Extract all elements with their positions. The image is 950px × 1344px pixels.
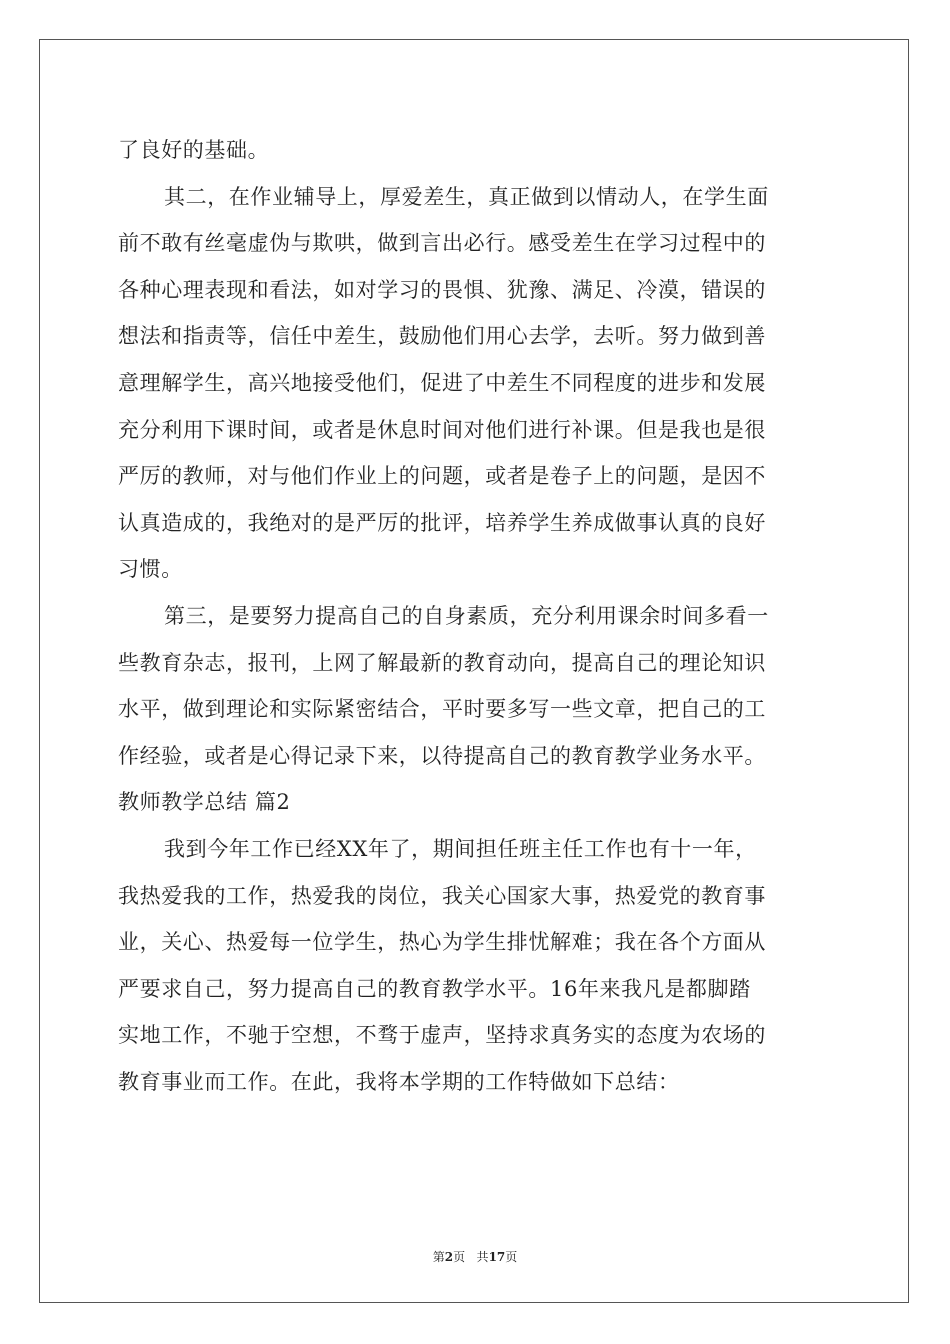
paragraph-start-line: 其二，在作业辅导上，厚爱差生，真正做到以情动人，在学生面 [164,184,769,209]
paragraph-start-line: 第三，是要努力提高自己的自身素质，充分利用课余时间多看一 [164,603,769,628]
total-suffix: 页 [505,1250,518,1264]
text-line: 各种心理表现和看法，如对学习的畏惧、犹豫、满足、冷漠，错误的 [118,277,766,302]
text-line: 实地工作，不驰于空想，不骛于虚声，坚持求真务实的态度为农场的 [118,1023,766,1048]
text-line: 认真造成的，我绝对的是严厉的批评，培养学生养成做事认真的良好 [118,510,766,535]
text-line: 业，关心、热爱每一位学生，热心为学生排忧解难；我在各个方面从 [118,930,766,955]
text-line: 习惯。 [118,557,183,582]
text-line: 严要求自己，努力提高自己的教育教学水平。16年来我凡是都脚踏 [118,976,751,1001]
text-line: 严厉的教师，对与他们作业上的问题，或者是卷子上的问题，是因不 [118,464,766,489]
text-line: 了良好的基础。 [118,138,270,162]
page-footer [0,1248,950,1265]
text-line: 前不敢有丝毫虚伪与欺哄，做到言出必行。感受差生在学习过程中的 [118,231,766,256]
text-line: 水平，做到理论和实际紧密结合，平时要多写一些文章，把自己的工 [118,697,766,722]
text-line: 充分利用下课时间，或者是休息时间对他们进行补课。但是我也是很 [118,417,766,442]
page-suffix: 页 [453,1250,466,1264]
section-heading: 教师教学总结 篇2 [118,790,291,815]
total-pages: 17 [488,1250,506,1264]
total-prefix: 共 [476,1250,489,1264]
text-line: 些教育杂志，报刊，上网了解最新的教育动向，提高自己的理论知识 [118,650,766,675]
page-prefix: 第 [432,1250,445,1264]
text-line: 教育事业而工作。在此，我将本学期的工作特做如下总结： [118,1069,680,1094]
document-body [118,127,838,1105]
text-line: 想法和指责等，信任中差生，鼓励他们用心去学，去听。努力做到善 [118,324,766,349]
text-line: 意理解学生，高兴地接受他们，促进了中差生不同程度的进步和发展 [118,370,766,395]
text-line: 我热爱我的工作，热爱我的岗位，我关心国家大事，热爱党的教育事 [118,883,766,908]
page-number: 2 [444,1250,454,1264]
text-line: 作经验，或者是心得记录下来，以待提高自己的教育教学业务水平。 [118,743,766,768]
paragraph-start-line: 我到今年工作已经XX年了，期间担任班主任工作也有十一年， [164,836,757,861]
